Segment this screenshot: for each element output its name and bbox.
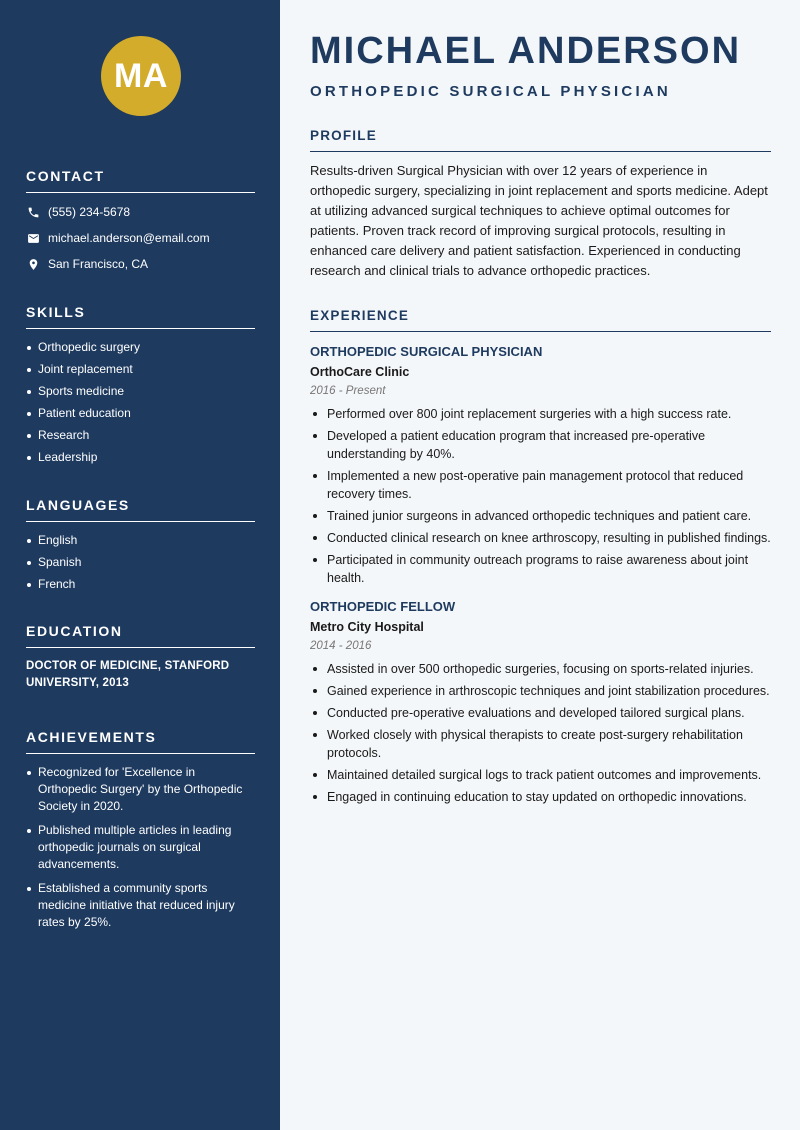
job-bullet: Maintained detailed surgical logs to track patient outcomes and improvements. [310,766,771,784]
skill-item: Sports medicine [26,383,255,400]
achievement-item: Recognized for 'Excellence in Orthopedic Surgery' by the Orthopedic Society in 2020. [26,764,255,815]
job-dates: 2014 - 2016 [310,640,372,652]
education-section [26,623,255,692]
job-bullets [310,405,771,587]
job-dates: 2016 - Present [310,385,386,397]
location-text: San Francisco, CA [48,257,149,271]
skill-item: Patient education [26,405,255,422]
sidebar [0,0,280,1130]
job-bullet: Engaged in continuing education to stay updated on orthopedic innovations. [310,788,771,806]
skills-heading: SKILLS [26,304,255,329]
language-item: Spanish [26,554,255,571]
contact-heading: CONTACT [26,168,255,193]
achievements-heading: ACHIEVEMENTS [26,729,255,754]
job-organization: OrthoCare Clinic [310,365,410,379]
job-entry [310,344,771,587]
contact-email [26,229,255,247]
main-content [280,0,800,1130]
skills-list [26,339,255,466]
profile-heading: PROFILE [310,128,771,152]
location-pin-icon [26,257,40,271]
skills-section [26,304,255,471]
job-bullet: Worked closely with physical therapists to create post-surgery rehabilitation protocols. [310,726,771,762]
avatar-initials: MA [114,56,168,95]
experience-heading: EXPERIENCE [310,308,771,332]
contact-section [26,168,255,273]
job-bullet: Assisted in over 500 orthopedic surgeries, focusing on sports-related injuries. [310,660,771,678]
job-bullets [310,660,771,806]
languages-list [26,532,255,593]
skill-item: Leadership [26,449,255,466]
job-title: ORTHOPEDIC FELLOW [310,599,456,614]
language-item: English [26,532,255,549]
skill-item: Orthopedic surgery [26,339,255,356]
job-bullet: Developed a patient education program that increased pre-operative understanding by 40%. [310,427,771,463]
education-heading: EDUCATION [26,623,255,648]
job-organization: Metro City Hospital [310,620,424,634]
job-bullet: Conducted clinical research on knee arthroscopy, resulting in published findings. [310,529,771,547]
phone-icon [26,205,40,219]
avatar [101,36,181,116]
language-item: French [26,576,255,593]
email-text: michael.anderson@email.com [48,231,210,245]
job-bullet: Trained junior surgeons in advanced orthopedic techniques and patient care. [310,507,771,525]
achievements-list [26,764,255,931]
experience-section [310,308,771,810]
job-entry [310,599,771,806]
languages-section [26,497,255,598]
job-bullet: Implemented a new post-operative pain management protocol that reduced recovery times. [310,467,771,503]
profile-section [310,128,771,281]
education-degree: DOCTOR OF MEDICINE, STANFORD UNIVERSITY, 2013 [26,660,230,689]
job-title: ORTHOPEDIC SURGICAL PHYSICIAN [310,344,543,359]
skill-item: Joint replacement [26,361,255,378]
achievement-item: Published multiple articles in leading orthopedic journals on surgical advancements. [26,822,255,873]
achievements-section [26,729,255,938]
job-bullet: Gained experience in arthroscopic techniques and joint stabilization procedures. [310,682,771,700]
phone-text: (555) 234-5678 [48,205,131,219]
achievement-item: Established a community sports medicine initiative that reduced injury rates by 25%. [26,880,255,931]
profile-text: Results-driven Surgical Physician with over 12 years of experience in orthopedic surgery, specializing in joint replacement and sports medicine. Adept at utilizing advanced surgical techniques to achieve optimal outcomes for patients. Proven track record of improving surgical protocols, resulting in enhanced care delivery and patient satisfaction. Experienced in conducting research and clinical trials to advance orthopedic practices. [310,163,768,278]
skill-item: Research [26,427,255,444]
job-bullet: Performed over 800 joint replacement surgeries with a high success rate. [310,405,771,423]
job-bullet: Conducted pre-operative evaluations and developed tailored surgical plans. [310,704,771,722]
contact-location [26,255,255,273]
contact-phone [26,203,255,221]
job-bullet: Participated in community outreach programs to raise awareness about joint health. [310,551,771,587]
languages-heading: LANGUAGES [26,497,255,522]
email-icon [26,231,40,245]
candidate-title: ORTHOPEDIC SURGICAL PHYSICIAN [310,83,671,100]
candidate-name: MICHAEL ANDERSON [310,30,742,72]
